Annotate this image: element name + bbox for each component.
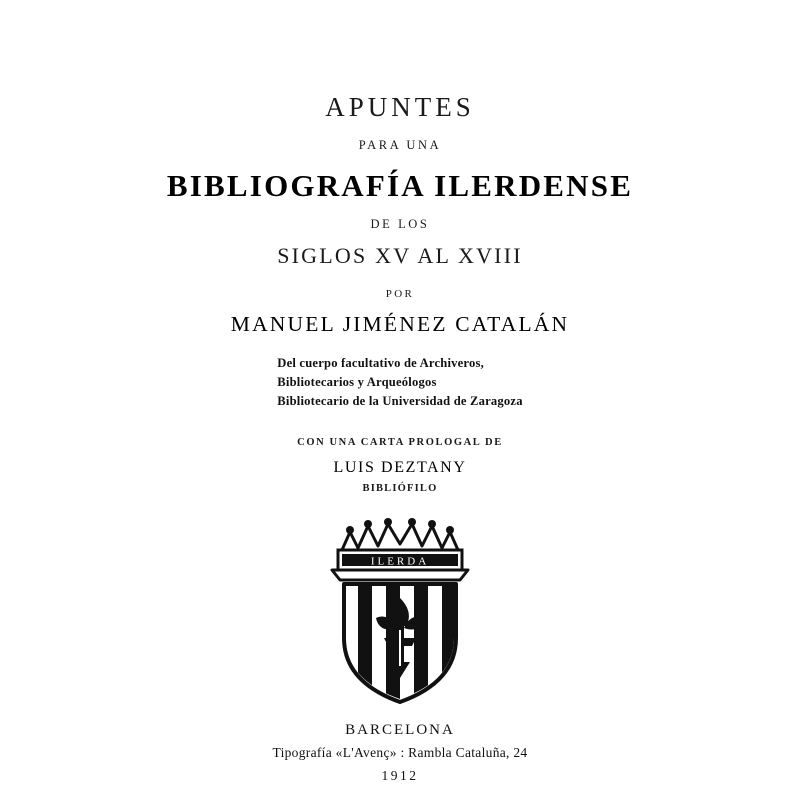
prolog-author-role: BIBLIÓFILO (362, 482, 438, 494)
imprint-year: 1912 (381, 767, 419, 783)
title-line-apuntes: APUNTES (325, 92, 475, 122)
imprint-press: Tipografía «L'Avenç» : Rambla Cataluña, 24 (272, 744, 528, 760)
coat-of-arms-icon (280, 510, 520, 706)
title-line-de-los: DE LOS (370, 217, 430, 231)
title-block (0, 0, 800, 269)
imprint-block (273, 722, 528, 784)
title-line-bibliografia-ilerdense: BIBLIOGRAFÍA ILERDENSE (166, 168, 634, 203)
crest-illustration (270, 508, 530, 708)
affiliation-line-3: Bibliotecario de la Universidad de Zaragoza (277, 393, 523, 408)
title-line-siglos: SIGLOS XV AL XVIII (277, 243, 523, 268)
title-line-para-una: PARA UNA (358, 138, 442, 152)
affiliation-line-1: Del cuerpo facultativo de Archiveros, (277, 356, 484, 370)
imprint-city: BARCELONA (345, 721, 455, 738)
author-name: MANUEL JIMÉNEZ CATALÁN (230, 312, 570, 336)
byline-label: POR (385, 288, 415, 300)
prolog-author-name: LUIS DEZTANY (333, 458, 467, 476)
affiliation-line-2: Bibliotecarios y Arqueólogos (277, 374, 437, 389)
prolog-label: CON UNA CARTA PROLOGAL DE (297, 436, 503, 448)
crest-motto: ILERDA (370, 555, 430, 568)
author-affiliation (277, 354, 522, 411)
